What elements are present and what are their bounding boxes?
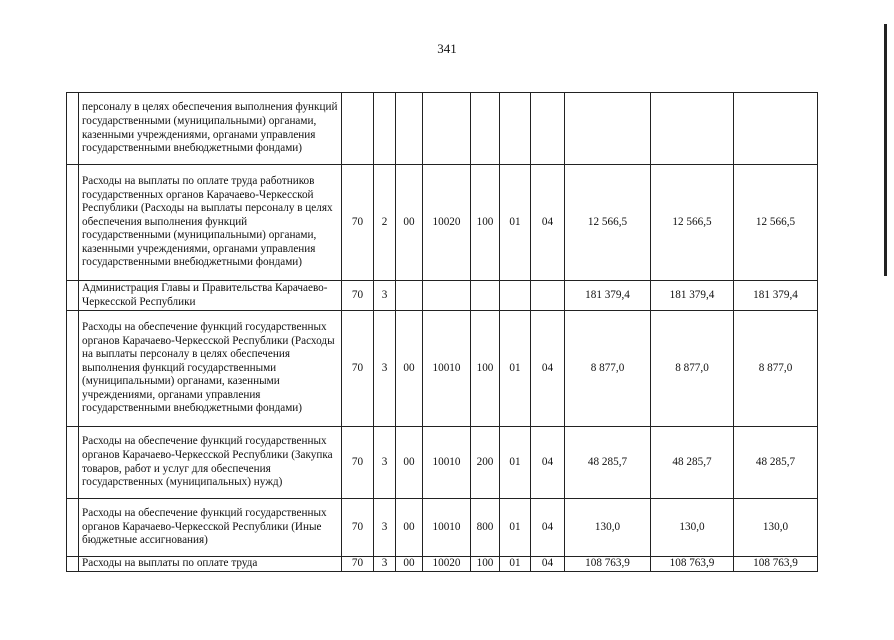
code-ministry: 70 bbox=[342, 281, 374, 311]
code-expense-type: 800 bbox=[471, 499, 500, 557]
amount-year-3: 12 566,5 bbox=[734, 165, 818, 281]
code-subprogram: 3 bbox=[374, 499, 396, 557]
code-item: 00 bbox=[396, 557, 423, 572]
amount-year-3: 108 763,9 bbox=[734, 557, 818, 572]
amount-year-3: 181 379,4 bbox=[734, 281, 818, 311]
code-expense-type: 100 bbox=[471, 165, 500, 281]
code-item: 00 bbox=[396, 499, 423, 557]
code-section: 01 bbox=[500, 427, 531, 499]
code-direction bbox=[423, 93, 471, 165]
code-section bbox=[500, 281, 531, 311]
amount-year-3: 48 285,7 bbox=[734, 427, 818, 499]
code-subsection: 04 bbox=[531, 557, 565, 572]
code-direction: 10020 bbox=[423, 165, 471, 281]
code-section bbox=[500, 93, 531, 165]
expense-name: Расходы на выплаты по оплате труда работников государственных органов Карачаево-Черкесской Республики (Расходы на выплаты персоналу в целях обеспечения выполнения функций государственными (муниципальными) органами, казенными учреждениями, органами управления государственными внебюджетными фондами) bbox=[79, 165, 342, 281]
row-number-cell bbox=[67, 281, 79, 311]
amount-year-3: 8 877,0 bbox=[734, 311, 818, 427]
table-row bbox=[67, 311, 818, 427]
table-row bbox=[67, 93, 818, 165]
code-ministry: 70 bbox=[342, 427, 374, 499]
code-subprogram bbox=[374, 93, 396, 165]
code-subprogram: 3 bbox=[374, 557, 396, 572]
amount-year-2: 181 379,4 bbox=[651, 281, 734, 311]
code-subprogram: 2 bbox=[374, 165, 396, 281]
code-expense-type: 100 bbox=[471, 557, 500, 572]
row-number-cell bbox=[67, 499, 79, 557]
amount-year-2: 108 763,9 bbox=[651, 557, 734, 572]
code-direction: 10010 bbox=[423, 311, 471, 427]
row-number-cell bbox=[67, 427, 79, 499]
amount-year-1: 8 877,0 bbox=[565, 311, 651, 427]
code-subprogram: 3 bbox=[374, 427, 396, 499]
expense-name: персоналу в целях обеспечения выполнения функций государственными (муниципальными) органами, казенными учреждениями, органами управления государственными внебюджетными фондами) bbox=[79, 93, 342, 165]
amount-year-2: 12 566,5 bbox=[651, 165, 734, 281]
amount-year-2: 130,0 bbox=[651, 499, 734, 557]
budget-table bbox=[66, 92, 818, 572]
table-row bbox=[67, 427, 818, 499]
amount-year-1 bbox=[565, 93, 651, 165]
amount-year-3 bbox=[734, 93, 818, 165]
page-number: 341 bbox=[437, 41, 457, 56]
code-item: 00 bbox=[396, 311, 423, 427]
code-direction: 10010 bbox=[423, 499, 471, 557]
code-subprogram: 3 bbox=[374, 281, 396, 311]
code-subsection: 04 bbox=[531, 499, 565, 557]
amount-year-1: 130,0 bbox=[565, 499, 651, 557]
amount-year-2: 48 285,7 bbox=[651, 427, 734, 499]
code-ministry: 70 bbox=[342, 557, 374, 572]
code-expense-type bbox=[471, 281, 500, 311]
code-expense-type: 200 bbox=[471, 427, 500, 499]
row-number-cell bbox=[67, 93, 79, 165]
code-item bbox=[396, 93, 423, 165]
amount-year-1: 48 285,7 bbox=[565, 427, 651, 499]
amount-year-3: 130,0 bbox=[734, 499, 818, 557]
table-row bbox=[67, 499, 818, 557]
code-subsection: 04 bbox=[531, 427, 565, 499]
code-item bbox=[396, 281, 423, 311]
code-expense-type bbox=[471, 93, 500, 165]
amount-year-2 bbox=[651, 93, 734, 165]
table-row bbox=[67, 281, 818, 311]
expense-name: Расходы на обеспечение функций государственных органов Карачаево-Черкесской Республики (Расходы на выплаты персоналу в целях обеспечения выполнения функций государственными (муниципальными) органами, казенными учреждениями, органами управления государственными внебюджетными фондами) bbox=[79, 311, 342, 427]
code-section: 01 bbox=[500, 165, 531, 281]
table-row bbox=[67, 557, 818, 572]
code-subprogram: 3 bbox=[374, 311, 396, 427]
table-row bbox=[67, 165, 818, 281]
code-subsection bbox=[531, 93, 565, 165]
code-item: 00 bbox=[396, 165, 423, 281]
code-direction bbox=[423, 281, 471, 311]
code-expense-type: 100 bbox=[471, 311, 500, 427]
row-number-cell bbox=[67, 311, 79, 427]
code-section: 01 bbox=[500, 499, 531, 557]
code-subsection: 04 bbox=[531, 165, 565, 281]
code-ministry bbox=[342, 93, 374, 165]
expense-name: Расходы на обеспечение функций государственных органов Карачаево-Черкесской Республики (Иные бюджетные ассигнования) bbox=[79, 499, 342, 557]
expense-name: Расходы на выплаты по оплате труда bbox=[79, 557, 342, 572]
amount-year-1: 181 379,4 bbox=[565, 281, 651, 311]
code-direction: 10020 bbox=[423, 557, 471, 572]
code-ministry: 70 bbox=[342, 165, 374, 281]
scan-edge-mark bbox=[884, 24, 887, 276]
code-ministry: 70 bbox=[342, 311, 374, 427]
code-ministry: 70 bbox=[342, 499, 374, 557]
expense-name: Администрация Главы и Правительства Карачаево-Черкесской Республики bbox=[79, 281, 342, 311]
code-section: 01 bbox=[500, 557, 531, 572]
row-number-cell bbox=[67, 165, 79, 281]
amount-year-1: 12 566,5 bbox=[565, 165, 651, 281]
row-number-cell bbox=[67, 557, 79, 572]
code-section: 01 bbox=[500, 311, 531, 427]
code-subsection bbox=[531, 281, 565, 311]
code-direction: 10010 bbox=[423, 427, 471, 499]
code-subsection: 04 bbox=[531, 311, 565, 427]
code-item: 00 bbox=[396, 427, 423, 499]
expense-name: Расходы на обеспечение функций государственных органов Карачаево-Черкесской Республики (Закупка товаров, работ и услуг для обеспечения государственных (муниципальных) нужд) bbox=[79, 427, 342, 499]
amount-year-2: 8 877,0 bbox=[651, 311, 734, 427]
amount-year-1: 108 763,9 bbox=[565, 557, 651, 572]
